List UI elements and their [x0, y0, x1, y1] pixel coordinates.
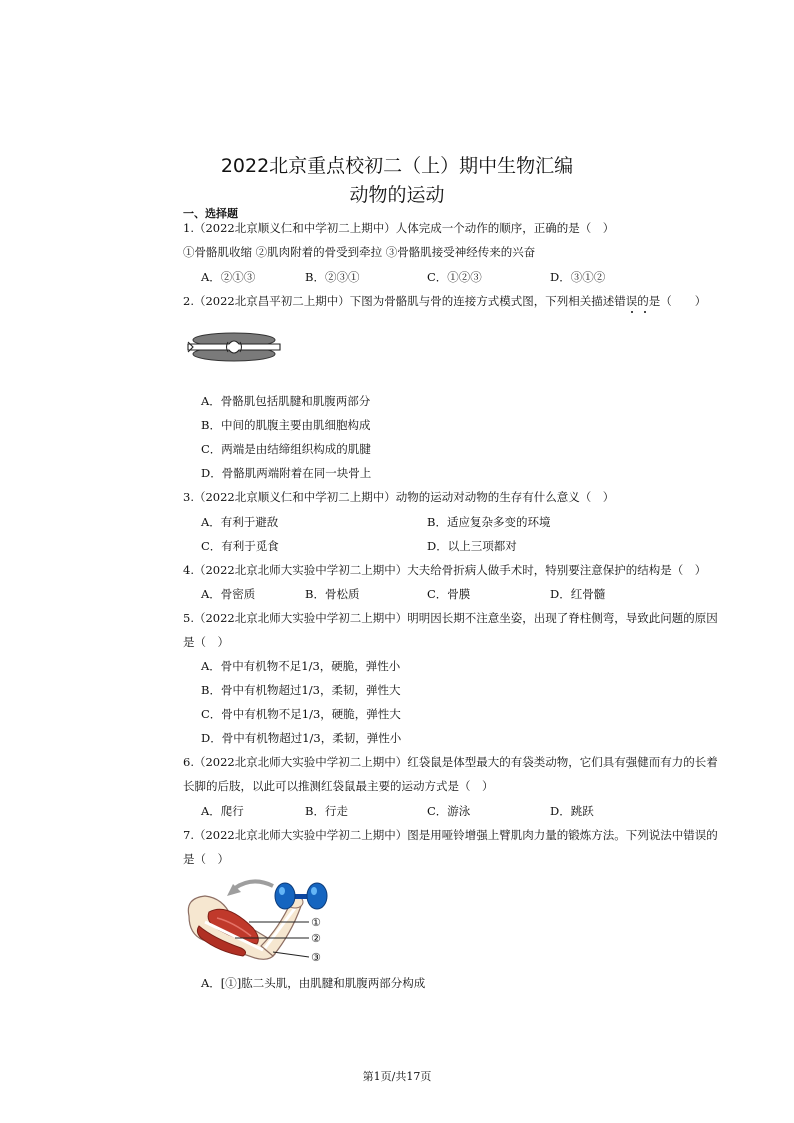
- question-6-option-a: A．爬行: [201, 804, 244, 818]
- question-2-option-b: B．中间的肌腹主要由肌细胞构成: [201, 418, 371, 432]
- question-5-option-d: D．骨中有机物超过1/3，柔韧，弹性小: [201, 731, 402, 745]
- question-7-stem-line1: 7.（2022北京北师大实验中学初二上期中）图是用哑铃增强上臂肌肉力量的锻炼方法。下列说法中错误的: [183, 828, 718, 842]
- question-1-option-a: A．②①③: [201, 270, 256, 284]
- question-3-option-d: D．以上三项都对: [427, 539, 517, 553]
- question-7-stem-line2: 是（ ）: [183, 852, 229, 866]
- question-2-option-a: A．骨骼肌包括肌腱和肌腹两部分: [201, 394, 371, 408]
- question-4-option-b: B．骨松质: [305, 587, 360, 601]
- question-5-stem-line2: 是（ ）: [183, 635, 229, 649]
- question-5-option-a: A．骨中有机物不足1/3，硬脆，弹性小: [201, 659, 401, 673]
- question-5-stem-line1: 5.（2022北京北师大实验中学初二上期中）明明因长期不注意坐姿，出现了脊柱侧弯，导致此问题的原因: [183, 611, 718, 625]
- question-6-stem-line1: 6.（2022北京北师大实验中学初二上期中）红袋鼠是体型最大的有袋类动物，它们具有强健而有力的长着: [183, 755, 718, 769]
- question-5-option-b: B．骨中有机物超过1/3，柔韧，弹性大: [201, 683, 401, 697]
- section-heading: 一、选择题: [183, 207, 238, 220]
- question-3-option-b: B．适应复杂多变的环境: [427, 515, 551, 529]
- question-1-option-d: D．③①②: [550, 270, 606, 284]
- emphasis-dot: [631, 311, 633, 313]
- document-title-line1: 2022北京重点校初二（上）期中生物汇编: [220, 155, 574, 177]
- question-1-option-c: C．①②③: [427, 270, 482, 284]
- emphasis-dot: [644, 311, 646, 313]
- question-7-option-a: A．[①]肱二头肌，由肌腱和肌腹两部分构成: [201, 976, 426, 990]
- figure-label-1: ①: [311, 916, 321, 929]
- question-4-option-a: A．骨密质: [201, 587, 256, 601]
- question-3-stem: 3.（2022北京顺义仁和中学初二上期中）动物的运动对动物的生存有什么意义（ ）: [183, 490, 615, 504]
- question-2-option-c: C．两端是由结缔组织构成的肌腱: [201, 442, 371, 456]
- question-3-option-a: A．有利于避敌: [201, 515, 279, 529]
- question-1-note: ①骨骼肌收缩 ②肌肉附着的骨受到牵拉 ③骨骼肌接受神经传来的兴奋: [183, 245, 536, 259]
- question-3-option-c: C．有利于觅食: [201, 539, 279, 553]
- question-4-stem: 4.（2022北京北师大实验中学初二上期中）大夫给骨折病人做手术时，特别要注意保护的结构是（ ）: [183, 563, 707, 577]
- question-5-option-c: C．骨中有机物不足1/3，硬脆，弹性大: [201, 707, 401, 721]
- question-4-option-d: D．红骨髓: [550, 587, 606, 601]
- question-6-option-c: C．游泳: [427, 804, 471, 818]
- question-6-stem-line2: 长脚的后肢，以此可以推测红袋鼠最主要的运动方式是（ ）: [183, 779, 494, 793]
- document-title-line2: 动物的运动: [349, 184, 445, 206]
- figure-label-2: ②: [311, 932, 321, 945]
- page-number: 第1页/共17页: [362, 1070, 432, 1083]
- muscle-bone-figure: [185, 327, 283, 367]
- question-1-stem: 1.（2022北京顺义仁和中学初二上期中）人体完成一个动作的顺序，正确的是（ ）: [183, 221, 615, 235]
- question-2-stem: 2.（2022北京昌平初二上期中）下图为骨骼肌与骨的连接方式模式图，下列相关描述错误的是（ ）: [183, 294, 707, 308]
- figure-label-3: ③: [311, 951, 321, 964]
- question-4-option-c: C．骨膜: [427, 587, 471, 601]
- question-1-option-b: B．②③①: [305, 270, 360, 284]
- question-6-option-d: D．跳跃: [550, 804, 594, 818]
- arm-dumbbell-figure: [183, 876, 343, 970]
- question-6-option-b: B．行走: [305, 804, 348, 818]
- question-2-option-d: D．骨骼肌两端附着在同一块骨上: [201, 466, 372, 480]
